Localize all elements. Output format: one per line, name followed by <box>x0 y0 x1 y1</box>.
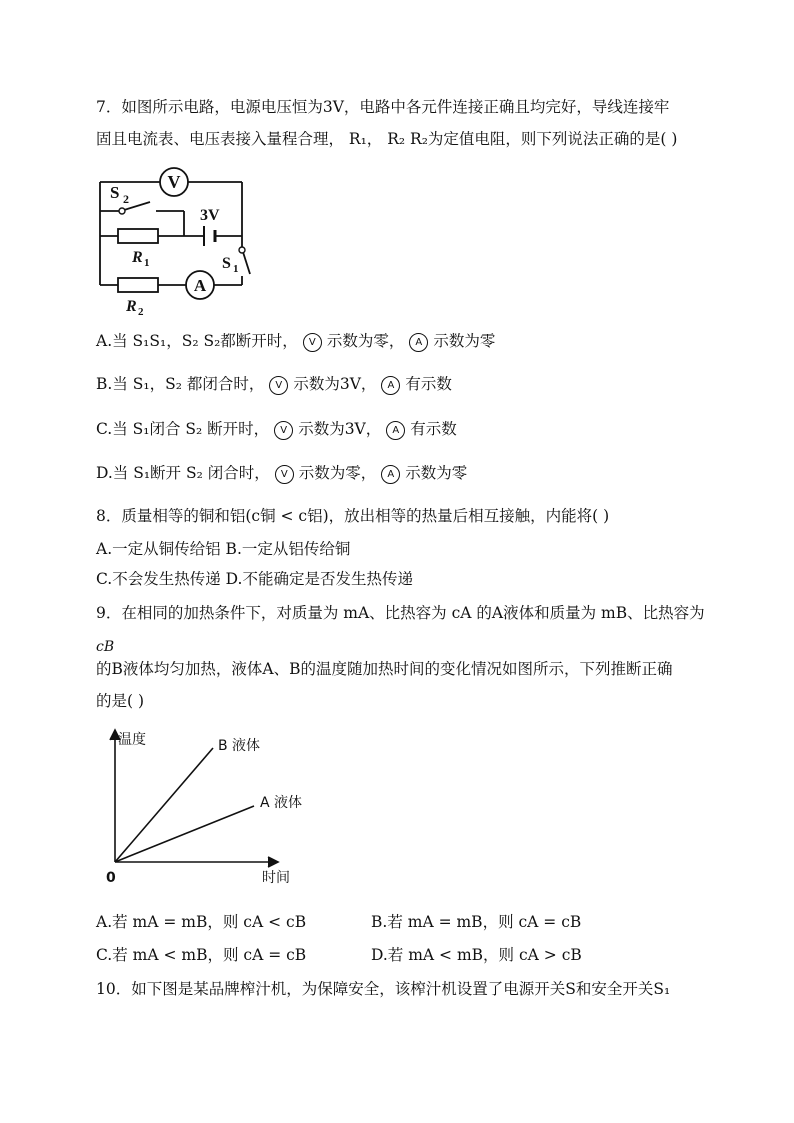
q7-circuit-diagram <box>92 164 262 324</box>
graph-origin: 0 <box>106 870 116 886</box>
q7-option-b-condition: B.当 S₁，S₂ 都闭合时， <box>96 375 265 393</box>
q9-stem-line1: 9．在相同的加热条件下，对质量为 mA、比热容为 cA 的A液体和质量为 mB、比热容为 <box>96 604 705 622</box>
q7-option-c-a-reading: 有示数 <box>410 420 457 438</box>
voltmeter-symbol: V <box>167 172 181 192</box>
q7-option-c-condition: C.当 S₁闭合 S₂ 断开时， <box>96 420 270 438</box>
q7-option-c-v-reading: 示数为3V， <box>298 420 382 438</box>
q7-option-a-a-reading: 示数为零 <box>433 332 496 350</box>
voltmeter-icon: V <box>274 421 293 440</box>
voltmeter-icon: V <box>269 376 288 395</box>
q7-option-d <box>96 462 467 484</box>
q10-stem: 10．如下图是某品牌榨汁机，为保障安全，该榨汁机设置了电源开关S和安全开关S₁ <box>96 980 671 998</box>
ammeter-icon: A <box>381 376 400 395</box>
q7-option-d-condition: D.当 S₁断开 S₂ 闭合时， <box>96 464 270 482</box>
q9-temperature-graph <box>96 724 311 888</box>
ammeter-symbol: A <box>193 276 207 295</box>
r1-label: R <box>132 249 143 266</box>
s2-label: S <box>110 183 120 202</box>
q7-option-d-a-reading: 示数为零 <box>405 464 468 482</box>
q9-option-a: A.若 mA = mB，则 cA < cB <box>96 913 307 931</box>
voltmeter-icon: V <box>275 465 294 484</box>
s1-label: S <box>222 255 231 272</box>
q7-option-c <box>96 418 457 440</box>
q9-stem-line2: cB <box>96 639 115 655</box>
ammeter-icon: A <box>409 333 428 352</box>
graph-x-label: 时间 <box>262 870 290 886</box>
q7-stem-line2: 固且电流表、电压表接入量程合理， R₁， R₂ R₂为定值电阻，则下列说法正确的是( ) <box>96 130 678 148</box>
q9-option-c: C.若 mA < mB，则 cA = cB <box>96 946 307 964</box>
r2-sub: 2 <box>138 306 144 318</box>
q7-option-d-v-reading: 示数为零， <box>298 464 377 482</box>
q7-option-a-condition: A.当 S₁S₁，S₂ S₂都断开时， <box>96 332 298 350</box>
q8-options-cd: C.不会发生热传递 D.不能确定是否发生热传递 <box>96 570 413 588</box>
q8-options-ab: A.一定从铜传给铝 B.一定从铝传给铜 <box>96 540 351 558</box>
q7-option-a <box>96 330 495 352</box>
s2-sub: 2 <box>123 192 129 206</box>
voltmeter-icon: V <box>303 333 322 352</box>
line-b-label: B 液体 <box>218 738 261 754</box>
q9-option-d: D.若 mA < mB，则 cA > cB <box>371 946 582 964</box>
battery-voltage-label: 3V <box>200 207 220 224</box>
q9-stem-line4: 的是( ) <box>96 692 145 710</box>
q7-option-b-v-reading: 示数为3V， <box>293 375 377 393</box>
q9-option-b: B.若 mA = mB，则 cA = cB <box>371 913 582 931</box>
s1-sub: 1 <box>233 263 239 275</box>
ammeter-icon: A <box>386 421 405 440</box>
q7-option-b <box>96 373 452 395</box>
ammeter-icon: A <box>381 465 400 484</box>
line-a-label: A 液体 <box>260 795 303 811</box>
q7-option-a-v-reading: 示数为零， <box>326 332 405 350</box>
q7-option-b-a-reading: 有示数 <box>405 375 452 393</box>
q9-stem-line3: 的B液体均匀加热，液体A、B的温度随加热时间的变化情况如图所示，下列推断正确 <box>96 660 673 678</box>
q8-stem: 8．质量相等的铜和铝(c铜 < c铝)，放出相等的热量后相互接触，内能将( ) <box>96 507 610 525</box>
r1-sub: 1 <box>144 257 150 269</box>
graph-y-label: 温度 <box>118 732 146 748</box>
q7-stem-line1: 7．如图所示电路，电源电压恒为3V，电路中各元件连接正确且均完好，导线连接牢 <box>96 98 670 116</box>
r2-label: R <box>126 298 137 315</box>
